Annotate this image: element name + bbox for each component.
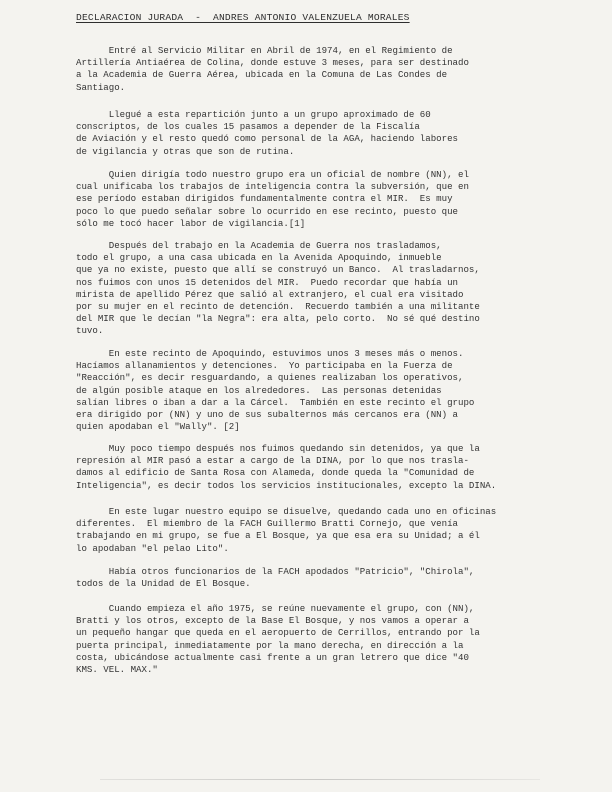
text-line: Había otros funcionarios de la FACH apodados "Patricio", "Chirola",: [76, 566, 475, 577]
text-line: damos al edificio de Santa Rosa con Alameda, donde queda la "Comunidad de: [76, 467, 475, 479]
text-line: era dirigido por (NN) y uno de sus subalternos más cercanos era (NN) a: [76, 409, 458, 421]
text-line: lo apodaban "el pelao Lito".: [76, 542, 229, 554]
text-line: Llegué a esta repartición junto a un grupo aproximado de 60: [76, 109, 431, 120]
text-line: Cuando empieza el año 1975, se reúne nuevamente el grupo, con (NN),: [76, 603, 475, 614]
paragraph-4: [76, 240, 546, 338]
document-header: DECLARACION JURADA - ANDRES ANTONIO VALENZUELA MORALES: [76, 12, 410, 23]
text-line: Bratti y los otros, excepto de la Base El Bosque, y nos vamos a operar a: [76, 615, 469, 627]
text-line: En este recinto de Apoquindo, estuvimos unos 3 meses más o menos.: [76, 348, 464, 359]
text-line: de Aviación y el resto quedó como personal de la AGA, haciendo labores: [76, 133, 458, 145]
text-line: En este lugar nuestro equipo se disuelve, quedando cada uno en oficinas: [76, 506, 497, 517]
paragraph-5: [76, 348, 546, 433]
text-line: Muy poco tiempo después nos fuimos quedando sin detenidos, ya que la: [76, 443, 480, 454]
text-line: diferentes. El miembro de la FACH Guillermo Bratti Cornejo, que venía: [76, 518, 458, 530]
text-line: cual unificaba los trabajos de inteligencia contra la subversión, que en: [76, 181, 469, 193]
text-line: Inteligencia", es decir todos los servicios institucionales, excepto la DINA.: [76, 479, 497, 491]
paragraph-9: [76, 603, 546, 676]
text-line: puerta principal, inmediatamente por la mano derecha, en dirección a la: [76, 639, 464, 651]
text-line: a la Academia de Guerra Aérea, ubicada en la Comuna de Las Condes de: [76, 69, 448, 81]
text-line: Artillería Antiaérea de Colina, donde estuve 3 meses, para ser destinado: [76, 57, 469, 69]
text-line: ese período estaban dirigidos fundamentalmente contra el MIR. Es muy: [76, 193, 453, 205]
paragraph-7: [76, 506, 546, 555]
text-line: quien apodaban el "Wally". [2]: [76, 421, 240, 433]
text-line: de vigilancia y otras que son de rutina.: [76, 145, 295, 157]
text-line: del MIR que le decían "la Negra": era alta, pelo corto. No sé qué destino: [76, 313, 480, 325]
paragraph-2: [76, 109, 546, 158]
text-line: Después del trabajo en la Academia de Guerra nos trasladamos,: [76, 240, 442, 251]
text-line: poco lo que puedo señalar sobre lo ocurrido en ese recinto, puesto que: [76, 205, 458, 217]
text-line: de algún posible ataque en los alrededores. Las personas detenidas: [76, 384, 442, 396]
text-line: costa, ubicándose actualmente casi frente a un gran letrero que dice "40: [76, 651, 469, 663]
text-line: nos fuimos con unos 15 detenidos del MIR. Puedo recordar que había un: [76, 276, 458, 288]
paragraph-6: [76, 443, 546, 492]
text-line: todo el grupo, a una casa ubicada en la Avenida Apoquindo, inmueble: [76, 252, 442, 264]
text-line: conscriptos, de los cuales 15 pasamos a depender de la Fiscalía: [76, 121, 420, 133]
text-line: todos de la Unidad de El Bosque.: [76, 578, 251, 590]
text-line: Quien dirigía todo nuestro grupo era un oficial de nombre (NN), el: [76, 169, 469, 180]
paragraph-8: [76, 566, 546, 590]
text-line: por su mujer en el recinto de detención. Recuerdo también a una militante: [76, 301, 480, 313]
text-line: un pequeño hangar que queda en el aeropuerto de Cerrillos, entrando por la: [76, 627, 480, 639]
text-line: que ya no existe, puesto que allí se construyó un Banco. Al trasladarnos,: [76, 264, 480, 276]
text-line: sólo me tocó hacer labor de vigilancia.[1]: [76, 217, 306, 229]
text-line: Santiago.: [76, 81, 126, 93]
text-line: Hacíamos allanamientos y detenciones. Yo participaba en la Fuerza de: [76, 360, 453, 372]
paragraph-1: [76, 45, 546, 94]
text-line: salían libres o iban a dar a la Cárcel. También en este recinto el grupo: [76, 396, 475, 408]
scan-artifact-line: [100, 779, 540, 780]
paragraph-3: [76, 169, 546, 230]
text-line: represión al MIR pasó a estar a cargo de la DINA, por lo que nos trasla-: [76, 455, 469, 467]
text-line: KMS. VEL. MAX.": [76, 664, 158, 676]
text-line: tuvo.: [76, 325, 104, 337]
text-line: trabajando en mi grupo, se fue a El Bosque, ya que esa era su Unidad; a él: [76, 530, 480, 542]
text-line: "Reacción", es decir resguardando, a quienes realizaban los operativos,: [76, 372, 464, 384]
text-line: Entré al Servicio Militar en Abril de 1974, en el Regimiento de: [76, 45, 453, 56]
text-line: mirista de apellido Pérez que salió al extranjero, el cual era visitado: [76, 288, 464, 300]
